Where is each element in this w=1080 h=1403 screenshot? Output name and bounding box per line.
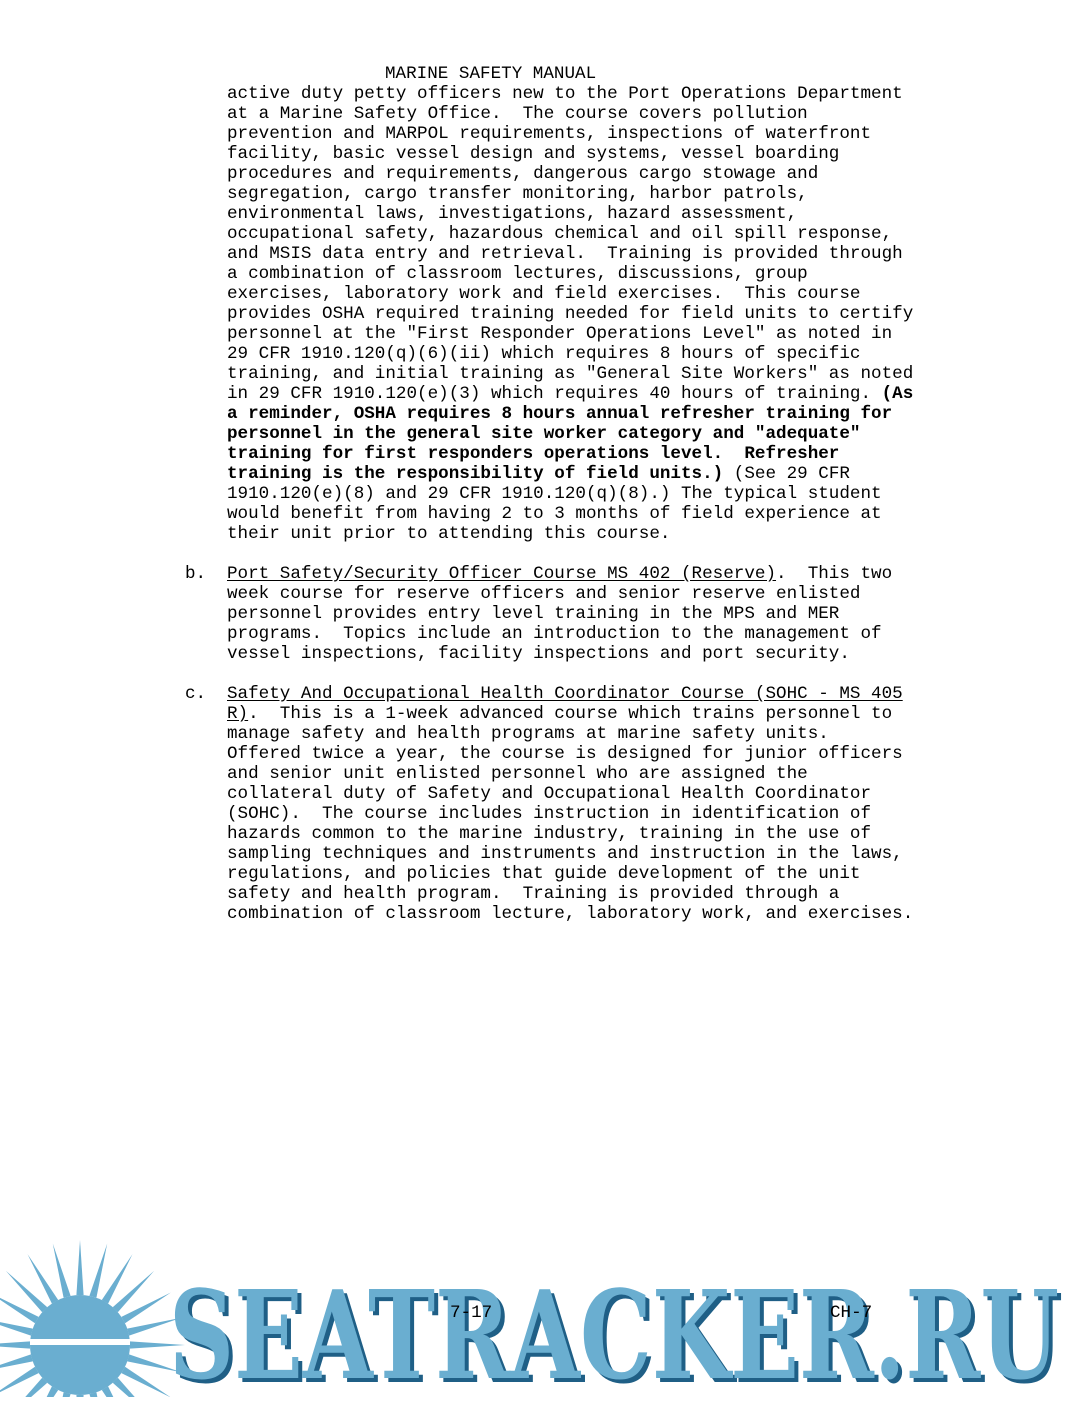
- watermark: [0, 1230, 1080, 1397]
- text-run: 29 CFR 1910.120(q)(6)(ii) which requires 8 hours of specific: [227, 344, 861, 364]
- course-title: Port Safety/Security Officer Course MS 402 (Reserve): [227, 564, 777, 584]
- item-c-line: [227, 784, 871, 804]
- intro-line: [227, 244, 903, 264]
- text-run: manage safety and health programs at marine safety units.: [227, 724, 829, 744]
- bold-text: (As: [881, 384, 914, 404]
- text-run: procedures and requirements, dangerous cargo stowage and: [227, 164, 819, 184]
- text-run: would benefit from having 2 to 3 months of field experience at: [227, 504, 882, 524]
- change-number: CH-7: [830, 1303, 873, 1323]
- text-run: (See 29 CFR: [723, 464, 850, 484]
- text-run: regulations, and policies that guide development of the unit: [227, 864, 861, 884]
- intro-line: [227, 524, 670, 544]
- text-run: facility, basic vessel design and systems, vessel boarding: [227, 144, 840, 164]
- bold-text: training is the responsibility of field units.): [227, 464, 724, 484]
- watermark-text: SEATRACKER.RU: [169, 1263, 1059, 1397]
- intro-line: [227, 304, 913, 324]
- text-run: hazards common to the marine industry, training in the use of: [227, 824, 872, 844]
- intro-line: [227, 204, 797, 224]
- intro-line: [227, 224, 892, 244]
- text-run: 1910.120(e)(8) and 29 CFR 1910.120(q)(8).) The typical student: [227, 484, 882, 504]
- text-run: provides OSHA required training needed for field units to certify: [227, 304, 914, 324]
- intro-line: [227, 264, 808, 284]
- page-number: 7-17: [450, 1303, 493, 1323]
- text-run: combination of classroom lecture, laboratory work, and exercises.: [227, 904, 914, 924]
- intro-line: [227, 324, 892, 344]
- sun-ray: [0, 1318, 33, 1336]
- intro-line: [227, 364, 913, 384]
- item-c-line: [227, 724, 829, 744]
- item-b-line: [227, 624, 882, 644]
- text-run: prevention and MARPOL requirements, inspections of waterfront: [227, 124, 872, 144]
- text-run: personnel provides entry level training in the MPS and MER: [227, 604, 840, 624]
- sun-ray: [76, 1240, 83, 1295]
- bold-text: a reminder, OSHA requires 8 hours annual refresher training for: [227, 404, 893, 424]
- text-run: sampling techniques and instruments and instruction in the laws,: [227, 844, 903, 864]
- watermark-text-shadow: SEATRACKER.RU: [173, 1267, 1063, 1397]
- item-c-line: [227, 824, 871, 844]
- intro-line: [227, 424, 860, 444]
- text-run: (SOHC). The course includes instruction in identification of: [227, 804, 872, 824]
- sun-ray: [89, 1244, 107, 1298]
- text-run: vessel inspections, facility inspections and port security.: [227, 644, 850, 664]
- bold-text: personnel in the general site worker category and "adequate": [227, 424, 861, 444]
- text-run: . This two: [776, 564, 893, 584]
- intro-line: [227, 144, 839, 164]
- watermark-graphic: [0, 1230, 1080, 1397]
- bold-text: training for first responders operations level. Refresher: [227, 444, 840, 464]
- text-run: occupational safety, hazardous chemical and oil spill response,: [227, 224, 893, 244]
- intro-line: [227, 484, 882, 504]
- text-run: Offered twice a year, the course is designed for junior officers: [227, 744, 903, 764]
- sun-ray: [113, 1378, 155, 1397]
- text-run: training, and initial training as "General Site Workers" as noted: [227, 364, 914, 384]
- intro-line: [227, 504, 882, 524]
- course-title: Safety And Occupational Health Coordinator Course (SOHC - MS 405: [227, 684, 903, 704]
- intro-line: [227, 104, 808, 124]
- intro-line: [227, 164, 818, 184]
- text-run: in 29 CFR 1910.120(e)(3) which requires 40 hours of training.: [227, 384, 882, 404]
- item-b-line: [227, 604, 839, 624]
- text-run: a combination of classroom lectures, discussions, group: [227, 264, 808, 284]
- item-c-line: [227, 704, 892, 724]
- text-run: at a Marine Safety Office. The course covers pollution: [227, 104, 808, 124]
- course-title: R): [227, 704, 249, 724]
- intro-line: [227, 444, 839, 464]
- item-b-marker: b.: [185, 564, 207, 584]
- item-b-line: [227, 644, 850, 664]
- item-c-line: [227, 744, 903, 764]
- item-c-line: [227, 844, 903, 864]
- intro-line: [227, 84, 903, 104]
- page-header-title: MARINE SAFETY MANUAL: [385, 64, 597, 84]
- text-run: environmental laws, investigations, hazard assessment,: [227, 204, 798, 224]
- text-run: active duty petty officers new to the Port Operations Department: [227, 84, 903, 104]
- sun-horizon: [30, 1339, 130, 1345]
- item-c-marker: c.: [185, 684, 207, 704]
- item-c-line: [227, 804, 871, 824]
- item-c-line: [227, 764, 808, 784]
- text-run: and senior unit enlisted personnel who are assigned the: [227, 764, 808, 784]
- intro-line: [227, 184, 808, 204]
- item-c-line: [227, 864, 860, 884]
- text-run: and MSIS data entry and retrieval. Training is provided through: [227, 244, 903, 264]
- sun-logo-icon: [0, 1240, 185, 1397]
- sun-ray: [6, 1378, 48, 1397]
- text-run: week course for reserve officers and senior reserve enlisted: [227, 584, 861, 604]
- item-c-line: [227, 684, 903, 704]
- text-run: their unit prior to attending this course.: [227, 524, 671, 544]
- text-run: exercises, laboratory work and field exercises. This course: [227, 284, 861, 304]
- intro-line: [227, 384, 913, 404]
- item-b-line: [227, 584, 860, 604]
- item-c-line: [227, 884, 839, 904]
- intro-line: [227, 464, 850, 484]
- intro-line: [227, 284, 860, 304]
- item-b-line: [227, 564, 892, 584]
- intro-line: [227, 344, 860, 364]
- text-run: personnel at the "First Responder Operations Level" as noted in: [227, 324, 893, 344]
- sun-ray: [0, 1341, 30, 1348]
- item-c-line: [227, 904, 913, 924]
- text-run: . This is a 1-week advanced course which trains personnel to: [248, 704, 893, 724]
- text-run: programs. Topics include an introduction to the management of: [227, 624, 882, 644]
- sun-ray: [0, 1354, 33, 1372]
- text-run: collateral duty of Safety and Occupational Health Coordinator: [227, 784, 872, 804]
- text-run: segregation, cargo transfer monitoring, harbor patrols,: [227, 184, 808, 204]
- intro-line: [227, 124, 871, 144]
- sun-ray: [53, 1244, 71, 1298]
- text-run: safety and health program. Training is provided through a: [227, 884, 840, 904]
- intro-line: [227, 404, 892, 424]
